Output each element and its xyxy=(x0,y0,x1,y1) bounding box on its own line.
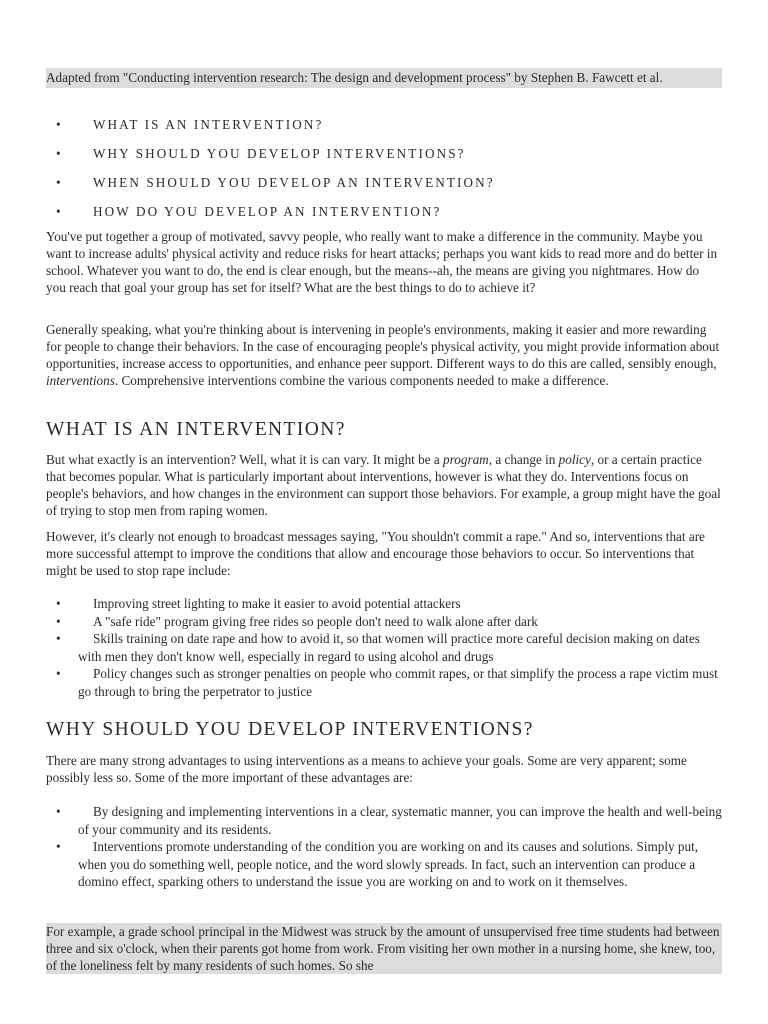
text-run: Generally speaking, what you're thinking about is intervening in people's environments, making it easier and more rewarding for people to change their behaviors. In the case of encouraging people's physical activity, you might provide information about opportunities, increase access to opportunities, and enhance peer support. Different ways to do this are called, sensibly enough, xyxy=(46,322,720,371)
bullet-icon: • xyxy=(56,666,61,681)
toc-item-label[interactable]: WHY SHOULD YOU DEVELOP INTERVENTIONS? xyxy=(93,146,466,161)
toc-item[interactable] xyxy=(46,110,726,139)
toc-item-label[interactable]: HOW DO YOU DEVELOP AN INTERVENTION? xyxy=(93,204,442,219)
list-item xyxy=(46,595,722,613)
text-run: , or a certain practice that becomes popular. What is particularly important about interventions, however is what they do. Interventions focus on people's behaviors, and how changes in the environment can support those behaviors. For example, a group might have the goal of trying to stop men from raping women. xyxy=(46,452,721,518)
bullet-icon: • xyxy=(56,804,61,819)
intro-paragraph: You've put together a group of motivated, savvy people, who really want to make a difference in the community. Maybe you want to increase adults' physical activity and reduce risks for heart attacks; perhaps you want kids to read more and do better in school. Whatever you want to do, the end is clear enough, but the means--ah, the means are giving you nightmares. How do you reach that goal your group has set for itself? What are the best things to do to achieve it? xyxy=(46,229,718,295)
advantages-paragraph: There are many strong advantages to using interventions as a means to achieve your goals. Some are very apparent; some possibly less so. Some of the more important of these advantages are: xyxy=(46,753,687,785)
list-item xyxy=(46,803,722,838)
example-paragraph: However, it's clearly not enough to broadcast messages saying, "You shouldn't commit a rape." And so, interventions that are more successful attempt to improve the conditions that allow and encourage those behaviors to occur. So interventions that might be used to stop rape include: xyxy=(46,529,705,578)
source-attribution: Adapted from "Conducting intervention research: The design and development process" by Stephen B. Fawcett et al. xyxy=(46,68,722,88)
text-run: , a change in xyxy=(488,452,559,467)
list-item-text: Skills training on date rape and how to avoid it, so that women will practice more careful decision making on dates with men they don't know well, especially in regard to using alcohol and drugs xyxy=(78,631,700,664)
list-item-text: A "safe ride" program giving free rides so people don't need to walk alone after dark xyxy=(93,613,538,629)
bullet-icon: • xyxy=(56,839,61,854)
emphasis-text: interventions xyxy=(46,373,115,388)
list-item xyxy=(46,665,722,700)
bullet-icon: • xyxy=(56,613,61,629)
list-item xyxy=(46,838,722,891)
list-item-text: Policy changes such as stronger penalties on people who commit rapes, or that simplify the process a rape victim must go through to bring the perpetrator to justice xyxy=(78,666,718,699)
principal-example-paragraph: For example, a grade school principal in the Midwest was struck by the amount of unsupervised free time students had between three and six o'clock, when their parents got home from work. From visiting her own mother in a nursing home, she knew, too, of the loneliness felt by many residents of such homes. So she xyxy=(46,923,722,974)
bullet-icon: • xyxy=(56,204,61,219)
table-of-contents xyxy=(46,110,726,226)
toc-item[interactable] xyxy=(46,197,726,226)
list-item-text: Interventions promote understanding of the condition you are working on and its causes and solutions. Simply put, when you do something well, people notice, and the word slowly spreads. In fact, such an intervention can produce a domino effect, sparking others to understand the issue you are working on and to work on it themselves. xyxy=(78,839,699,889)
interventions-paragraph xyxy=(46,321,722,389)
list-item-text: Improving street lighting to make it easier to avoid potential attackers xyxy=(93,596,461,611)
text-run: But what exactly is an intervention? Well, what it is can vary. It might be a xyxy=(46,452,444,467)
list-item-text: By designing and implementing interventions in a clear, systematic manner, you can improve the health and well-being of your community and its residents. xyxy=(78,804,722,837)
bullet-icon: • xyxy=(56,596,61,611)
section-heading: WHAT IS AN INTERVENTION? xyxy=(46,419,346,440)
emphasis-text: policy xyxy=(558,452,591,467)
bullet-icon: • xyxy=(56,631,61,646)
toc-item[interactable] xyxy=(46,168,726,197)
section-heading: WHY SHOULD YOU DEVELOP INTERVENTIONS? xyxy=(46,719,534,740)
toc-item-label[interactable]: WHEN SHOULD YOU DEVELOP AN INTERVENTION? xyxy=(93,175,495,190)
emphasis-text: program xyxy=(443,452,489,467)
list-item xyxy=(46,630,722,665)
toc-item[interactable] xyxy=(46,139,726,168)
advantages-list xyxy=(46,803,722,891)
bullet-icon: • xyxy=(56,117,61,132)
rape-prevention-list xyxy=(46,595,722,700)
toc-item-label[interactable]: WHAT IS AN INTERVENTION? xyxy=(93,117,324,132)
bullet-icon: • xyxy=(56,175,61,190)
definition-paragraph xyxy=(46,451,722,519)
bullet-icon: • xyxy=(56,146,61,161)
text-run: . Comprehensive interventions combine the various components needed to make a difference. xyxy=(114,373,609,388)
list-item xyxy=(46,613,722,631)
